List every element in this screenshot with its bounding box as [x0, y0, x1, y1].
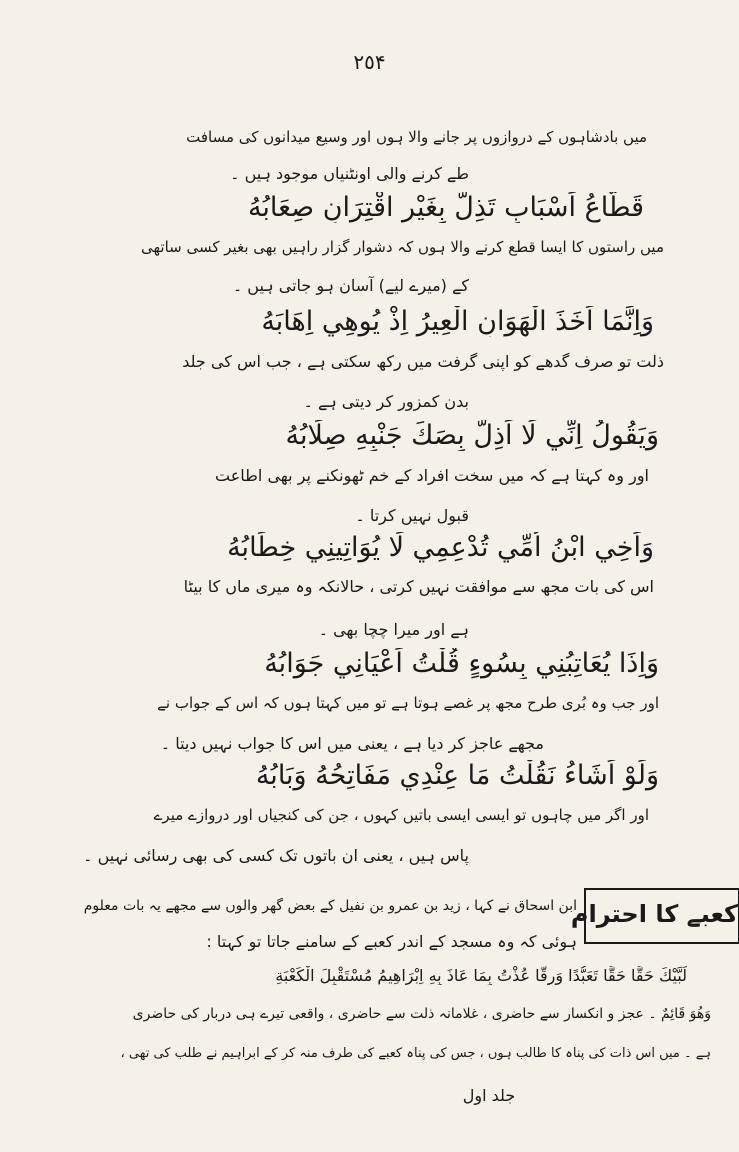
- translation-line: مجھے عاجز کر دیا ہے ، یعنی میں اس کا جواب نہیں دیتا ۔: [160, 734, 544, 753]
- body-line: وَهُوَ قَائِمٌ ۔ عجز و انکسار سے حاضری ، غلامانہ ذلت سے حاضری ، واقعی تیرے ہی دربار کی حاضری: [132, 1006, 711, 1022]
- arabic-verse: وَاِنَّمَا اَخَذَ الْهَوَانِ الْعِيرُ اِذْ يُوهِي اِهَابَهُ: [261, 306, 654, 337]
- arabic-verse: وَيَقُولُ اِنِّي لَا اَذِلُّ بِصَكِّ جَنْبِهِ صِلَابُهُ: [285, 420, 659, 451]
- body-line: ابن اسحاق نے کہا ، زید بن عمرو بن نفیل کے بعض گھر والوں سے مجھے یہ بات معلوم: [83, 898, 577, 914]
- arabic-verse: وَاِذَا يُعَاتِبُنِي بِسُوءٍ قُلْتُ اَعْيَانِي جَوَابُهُ: [264, 648, 659, 679]
- translation-line: ہے اور میرا چچا بھی ۔: [318, 620, 469, 639]
- section-heading: کعبے کا احترام: [570, 900, 738, 928]
- body-line: لَبَّيْكَ حَقًّا حَقًّا تَعَبُّدًا وَرِقًّا عُذْتُ بِمَا عَاذَ بِهِ اِبْرَاهِيمُ مُسْتَقْبِلَ الْكَعْبَةِ: [275, 966, 687, 985]
- translation-line: بدن کمزور کر دیتی ہے ۔: [303, 392, 469, 411]
- footer-volume: جلد اول: [462, 1086, 516, 1105]
- body-line: ہے ۔ میں اس ذات کی پناہ کا طالب ہوں ، جس کی پناہ کعبے کی طرف منہ کر کے ابراہیم نے طلب کی تھی ،: [120, 1046, 711, 1061]
- arabic-verse: قَطَّاعُ اَسْبَابٍ تَذِلُّ بِغَيْرِ اقْتِرَانٍ صِعَابُهُ: [247, 192, 644, 223]
- translation-line: پاس ہیں ، یعنی ان باتوں تک کسی کی بھی رسائی نہیں ۔: [83, 846, 469, 865]
- arabic-verse: وَلَوْ اَشَاءُ نَقُلْتُ مَا عِنْدِي مَفَاتِحُهُ وَبَابُهُ: [255, 760, 659, 791]
- translation-line: طے کرنے والی اونٹنیاں موجود ہیں ۔: [230, 164, 469, 183]
- translation-line: اس کی بات مجھ سے موافقت نہیں کرتی ، حالانکہ وہ میری ماں کا بیٹا: [183, 577, 654, 596]
- translation-line: میں راستوں کا ایسا قطع کرنے والا ہوں کہ دشوار گزار راہیں بھی بغیر کسی ساتھی: [140, 238, 664, 256]
- translation-line: ذلت تو صرف گدھے کو اپنی گرفت میں رکھ سکتی ہے ، جب اس کی جلد: [182, 352, 664, 371]
- translation-line: کے (میرے لیے) آسان ہو جاتی ہیں ۔: [232, 276, 469, 295]
- section-heading-box: [570, 888, 739, 944]
- translation-line: اور وہ کہتا ہے کہ میں سخت افراد کے خم ٹھونکنے پر بھی اطاعت: [215, 466, 649, 485]
- translation-line: میں بادشاہوں کے دروازوں پر جانے والا ہوں اور وسیع میدانوں کی مسافت: [186, 128, 647, 146]
- translation-line: اور اگر میں چاہوں تو ایسی ایسی باتیں کہوں ، جن کی کنجیاں اور دروازے میرے: [153, 806, 649, 824]
- translation-line: قبول نہیں کرتا ۔: [355, 506, 469, 525]
- arabic-verse: وَاَخِي ابْنُ اُمِّي تُدْعِمِي لَا يُوَاتِينِي خِطَابُهُ: [227, 532, 654, 563]
- translation-line: اور جب وہ بُری طرح مجھ پر غصے ہوتا ہے تو میں کہتا ہوں کہ اس کے جواب نے: [157, 694, 659, 712]
- body-line: ہوئی کہ وہ مسجد کے اندر کعبے کے سامنے جاتا تو کہتا :: [206, 932, 577, 951]
- page-number: ٢٥۴: [353, 50, 386, 74]
